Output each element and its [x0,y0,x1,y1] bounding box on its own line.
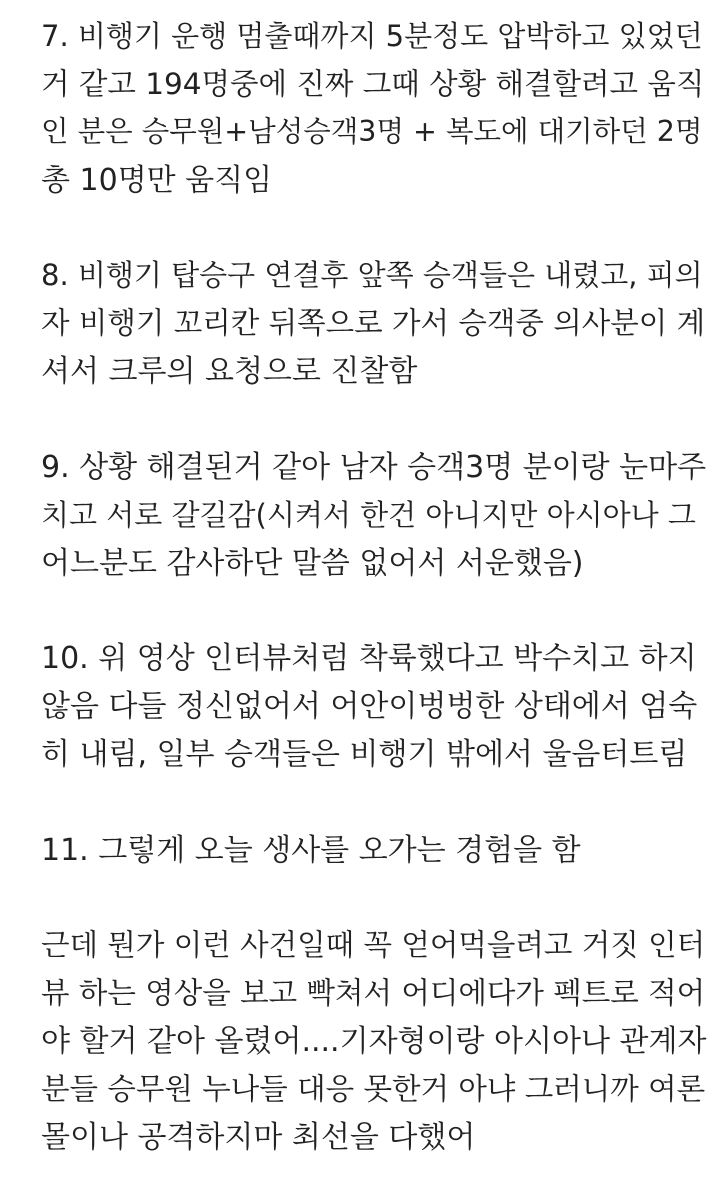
text-line: 7. 비행기 운행 멈출때까지 5분정도 압박하고 있었던 [41,19,703,53]
text-line: 근데 뭔가 이런 사건일때 꼭 얻어먹을려고 거짓 인터 [41,928,706,962]
text-line: 인 분은 승무원+남성승객3명 + 복도에 대기하던 2명 [41,115,703,148]
text-line: 11. 그렇게 오늘 생사를 오가는 경험을 함 [41,833,581,868]
text-line: 분들 승무원 누나들 대응 못한거 아냐 그러니까 여론 [41,1072,706,1106]
text-line: 거 같고 194명중에 진짜 그때 상황 해결할려고 움직 [41,67,705,101]
text-line: 셔서 크루의 요청으로 진찰함 [41,354,418,389]
text-line: 히 내림, 일부 승객들은 비행기 밖에서 울음터트림 [41,737,688,772]
text-line: 어느분도 감사하단 말씀 없어서 서운했음) [41,546,584,581]
text-line: 8. 비행기 탑승구 연결후 앞쪽 승객들은 내렸고, 피의 [41,258,703,292]
text-line: 야 할거 같아 올렸어....기자형이랑 아시아나 관계자 [41,1024,707,1059]
text-line: 자 비행기 꼬리칸 뒤쪽으로 가서 승객중 의사분이 계 [41,306,706,340]
text-line: 9. 상황 해결된거 같아 남자 승객3명 분이랑 눈마주 [41,450,707,485]
text-line: 뷰 하는 영상을 보고 빡쳐서 어디에다가 펙트로 적어 [41,976,706,1010]
text-line: 몰이나 공격하지마 최선을 다했어 [41,1120,476,1155]
text-line: 총 10명만 움직임 [41,163,273,198]
text-line: 10. 위 영상 인터뷰처럼 착륙했다고 박수치고 하지 [41,641,697,676]
text-line: 않음 다들 정신없어서 어안이벙벙한 상태에서 엄숙 [41,689,698,724]
text-line: 치고 서로 갈길감(시켜서 한건 아니지만 아시아나 그 [41,498,696,532]
